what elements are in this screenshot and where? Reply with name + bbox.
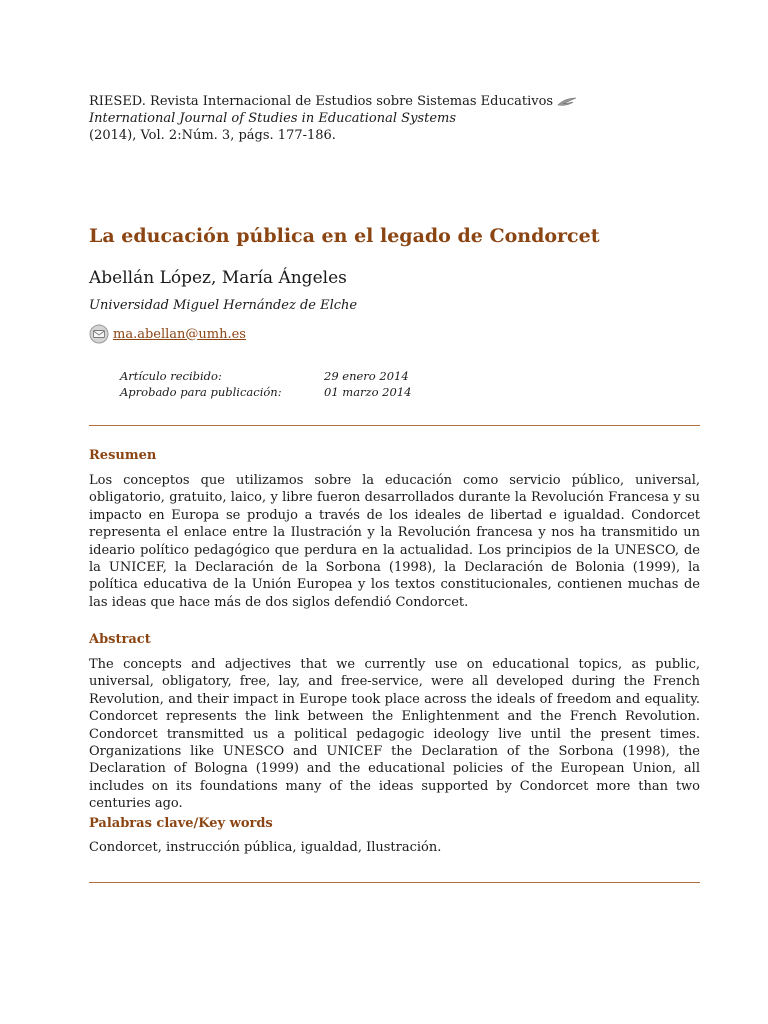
journal-name: RIESED. Revista Internacional de Estudios sobre Sistemas Educativos (89, 94, 554, 109)
journal-issue: (2014), Vol. 2:Núm. 3, págs. 177-186. (89, 128, 336, 143)
author-email-row (89, 323, 246, 345)
received-value: 29 enero 2014 (324, 369, 409, 383)
bottom-divider (89, 882, 700, 883)
article-dates (120, 368, 411, 400)
article-title: La educación pública en el legado de Condorcet (89, 225, 600, 247)
resumen-heading: Resumen (89, 448, 157, 463)
received-date-row (120, 368, 411, 384)
quill-icon (557, 97, 577, 107)
journal-english-name: International Journal of Studies in Educational Systems (89, 111, 457, 126)
journal-name-line (89, 93, 577, 110)
mail-icon (89, 324, 109, 344)
abstract-text: The concepts and adjectives that we currently use on educational topics, as public, universal, obligatory, free, lay, and free-service, were all developed during the French Revolution, and their impact in Europe took place across the ideals of freedom and equality. Condorcet represents the link between the Enlightenment and the French Revolution. Condorcet transmitted us a political pedagogic ideology live until the present times. Organizations like UNESCO and UNICEF the Declaration of the Sorbona (1998), the Declaration of Bologna (1999) and the educational policies of the European Union, all includes on its foundations many of the ideas supported by Condorcet more than two centuries ago. (89, 657, 700, 812)
abstract-heading: Abstract (89, 632, 151, 647)
approved-label: Aprobado para publicación: (120, 385, 282, 399)
resumen-text: Los conceptos que utilizamos sobre la educación como servicio público, universal, obligatorio, gratuito, laico, y libre fueron desarrollados durante la Revolución Francesa y su impacto en Europa se produjo a través de los ideales de libertad e igualdad. Condorcet representa el enlace entre la Ilustración y la Revolución francesa y nos ha transmitido un ideario político pedagógico que perdura en la actualidad. Los principios de la UNESCO, de la UNICEF, la Declaración de la Sorbona (1998), la Declaración de Bolonia (1999), la política educativa de la Unión Europea y los textos constitucionales, contienen muchas de las ideas que hace más de dos siglos defendió Condorcet. (89, 473, 700, 610)
author-email-link[interactable]: ma.abellan@umh.es (113, 326, 246, 342)
author-affiliation: Universidad Miguel Hernández de Elche (89, 298, 358, 313)
approved-date-row (120, 384, 411, 400)
approved-value: 01 marzo 2014 (324, 385, 412, 399)
top-divider (89, 425, 700, 426)
article-author: Abellán López, María Ángeles (89, 268, 347, 288)
keywords-heading: Palabras clave/Key words (89, 816, 273, 831)
received-label: Artículo recibido: (120, 369, 222, 383)
keywords-text: Condorcet, instrucción pública, igualdad, Ilustración. (89, 840, 442, 855)
journal-header (89, 93, 577, 144)
